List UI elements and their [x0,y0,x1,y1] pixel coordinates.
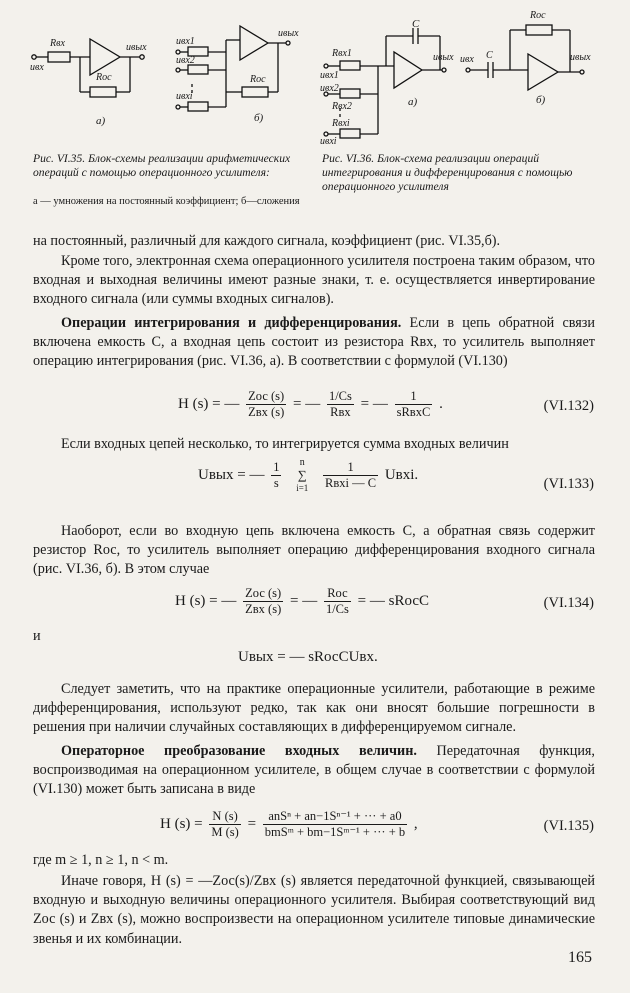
label-uvyx-b: uвых [570,52,591,63]
eq134-lhs: H (s) = — [175,592,237,609]
paragraph-3-body: Если в цепь обратной связи включена емкость C, а входная цепь состоит из резистора Rвх, то усилитель выполняет операцию интегрирования (рис. VI.36, а). В соответствии с формулой (VI.130) [33,315,596,370]
subfig-a-label: a) [96,115,106,127]
paragraph-7 [33,742,595,800]
eq134-mid1: = — [289,592,318,609]
equation-number-vi-135: (VI.135) [543,818,594,834]
label-uvx2: uвх2 [176,55,195,66]
eq134-tail: = — sRосC [357,592,429,609]
figure-vi-35 [28,22,308,152]
figure-vi-35-caption [33,152,305,180]
paragraph-5: Наоборот, если во входную цепь включена емкость C, а обратная связь содержит резистор Rос, то усилитель выполняет операцию дифференцирования входного сигнала (рис. VI.36, б). В этом случае [33,523,595,578]
eq135-tail: , [413,815,418,832]
eq133-lhs: Uвых = — [198,467,265,483]
equation-vi-133 [198,458,418,493]
label-rvx2: Rвх2 [332,101,352,112]
sum-lower: i=1 [296,483,309,493]
circuit-diagram-arithmetic [28,22,308,152]
eq135-frac2: $\frac{\text{anSⁿ + an−1Sⁿ⁻¹ + ··· + a0}}{\text{bmSᵐ + bm−1Sᵐ⁻¹ + ··· + b}}$ [264,809,406,839]
caption-title: Рис. VI.35. [33,152,86,165]
label-uvx: uвх [30,62,44,73]
equation-number-vi-134: (VI.134) [543,595,594,611]
label-uvyx-a: uвых [433,52,454,63]
conjunction-and: и [33,628,41,644]
paragraph-1: на постоянный, различный для каждого сигнала, коэффициент (рис. VI.35,б). [33,233,501,249]
paragraph-4: Если входных цепей несколько, то интегрируется сумма входных величин [61,436,509,452]
eq132-mid1: = — [292,395,321,412]
subfig-b-label: б) [254,112,264,124]
caption-text: Блок-схемы реализации арифметических операций с помощью операционного усилителя: [33,152,291,179]
label-roc-b: Rос [530,10,546,21]
page-number: 165 [568,949,592,966]
paragraph-6: Следует заметить, что на практике операционные усилители, работающие в режиме дифференцирования, используют редко, так как они вносят большие погрешности в решения при наличии случайных составляющих в дифференцируемом сигнале. [33,681,595,736]
section-heading-operator: Операторное преобразование входных величин. [61,743,417,759]
sum-symbol: ∑ [297,468,307,482]
paragraph-3 [33,314,595,372]
label-uvx1: uвх1 [320,70,339,81]
label-uvxi: uвхi [176,91,193,102]
paragraph-2: Кроме того, электронная схема операционного усилителя построена таким образом, что входная и выходная величины имеют разные знаки, т. е. осуществляется инвертирование входного сигнала (или суммы входных сигналов). [33,253,595,308]
caption-title: Рис. VI.36. [322,152,375,165]
paragraph-9: Иначе говоря, H (s) = —Zос(s)/Zвх (s) является передаточной функцией, связывающей входную и выходную величины операционного усилителя. Выбирая соответствующий вид Zос (s) и Zвх (s), можно воспроизвести на операционном усилителе типовые динамические звенья и их комбинации. [33,873,595,947]
paragraph-8: где m ≥ 1, n ≥ 1, n < m. [33,852,169,868]
equation-vi-132 [178,389,443,420]
sum-upper: n [299,457,305,468]
eq132-frac3: $\frac{1}{\text{sRвхC}}$ [396,389,431,419]
label-c-b: C [486,50,493,61]
figure-vi-36-caption [322,152,598,194]
label-roc-a: Rос [96,72,112,83]
eq132-tail: . [439,395,443,412]
eq134-frac2: $\frac{\text{Rос}}{1/Cs}$ [325,586,349,616]
label-uvyx-b: uвых [278,28,299,39]
label-rvxi: Rвхi [332,118,350,129]
eq132-frac2: $\frac{1/Cs}{\text{Rвх}}$ [328,389,352,419]
section-heading-integration: Операции интегрирования и дифференцирования. [61,315,402,331]
label-c-a: C [412,18,420,30]
circuit-diagram-integration [318,8,608,148]
eq133-sum [294,458,310,493]
eq135-lhs: H (s) = [160,815,203,832]
caption-text: Блок-схема реализации операций интегрирования и дифференцирования с помощью операционного усилителя [322,152,573,193]
equation-vi-135 [160,809,418,840]
label-rvx: Rвх [50,38,65,49]
label-uvx1: uвх1 [176,36,195,47]
label-rvx1: Rвх1 [332,48,352,59]
eq133-frac1: $\frac{1}{s}$ [273,460,280,490]
figure-vi-36 [318,8,608,148]
eq133-frac2: $\frac{1}{\text{Rвхi — C}}$ [325,460,377,490]
eq132-lhs: H (s) = — [178,395,240,412]
equation-output-voltage: Uвых = — sRосCUвх. [238,649,378,665]
eq132-mid2: = — [360,395,388,412]
label-roc-b: Rос [250,74,266,85]
label-uvxi: uвхi [320,136,337,147]
eq132-frac1: $\frac{\text{Zос (s)}}{\text{Zвх (s)}}$ [248,389,285,419]
paragraph-7-body: Передаточная функция, воспроизводимая на операционном усилителе, в общем случае в соответствии с формулой (VI.130) может быть записана в виде [33,743,595,798]
figure-vi-35-legend: а — умножения на постоянный коэффициент; б—сложения [33,196,300,207]
subfig-b-label: б) [536,94,546,106]
eq133-tail: Uвхi. [384,467,419,483]
eq134-frac1: $\frac{\text{Zос (s)}}{\text{Zвх (s)}}$ [245,586,282,616]
subfig-a-label: а) [408,96,418,108]
equation-number-vi-132: (VI.132) [543,398,594,414]
eq135-mid1: = [247,815,257,832]
label-uvx-b: uвх [460,54,474,65]
equation-number-vi-133: (VI.133) [543,476,594,492]
label-uvyx-a: uвых [126,42,147,53]
label-uvx2: uвх2 [320,83,339,94]
eq135-frac1: $\frac{N (s)}{M (s)}$ [211,809,239,839]
equation-vi-134 [175,586,429,617]
